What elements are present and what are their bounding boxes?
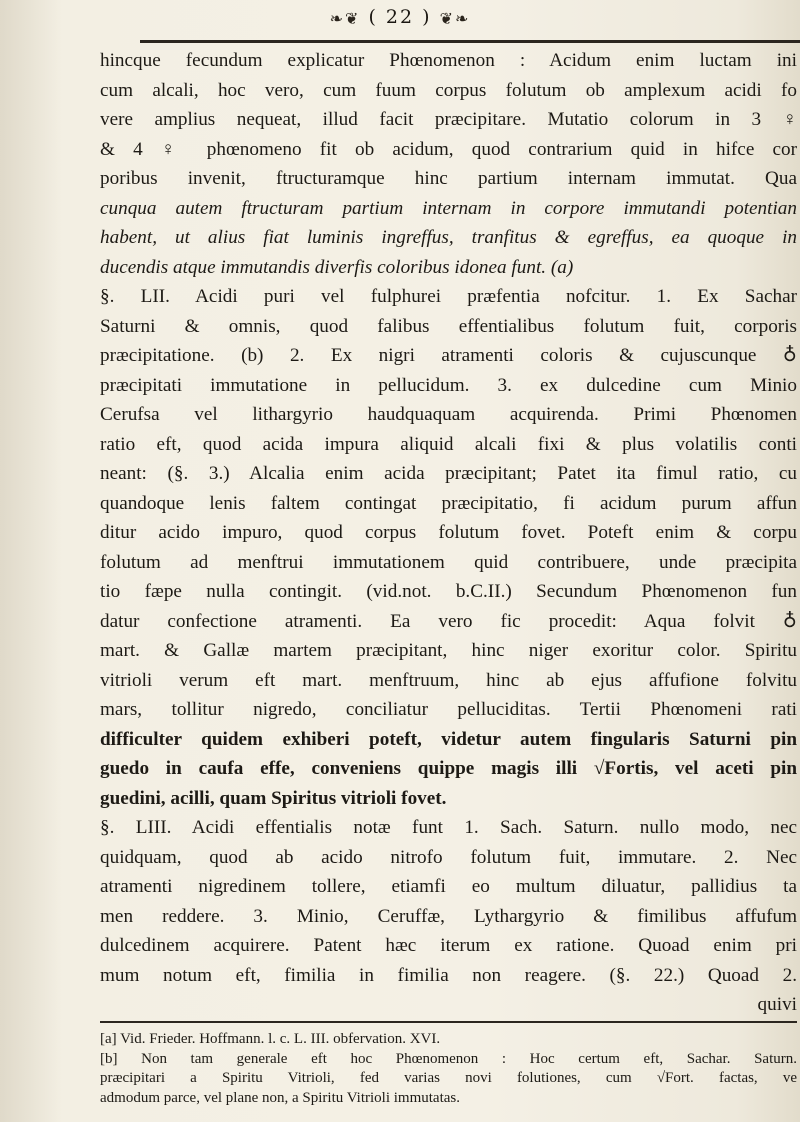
footnote-b-cont: præcipitari a Spiritu Vitrioli, fed varias novi folutiones, cum √Fort. factas, ve: [100, 1070, 797, 1086]
body-line: poribus invenit, ftructuramque hinc partium internam immutat. Qua: [100, 168, 797, 189]
body-line: guedo in caufa effe, conveniens quippe magis illi √Fortis, vel aceti pin: [100, 758, 797, 779]
footnote-a: [a] Vid. Frieder. Hoffmann. l. c. L. III. obfervation. XVI.: [100, 1031, 441, 1047]
body-line: quandoque lenis faltem contingat præcipitatio, fi acidum purum affun: [100, 492, 797, 514]
footnote-rule: [100, 1021, 797, 1023]
page-header: [0, 6, 800, 40]
body-line: & 4 ♀ phœnomeno fit ob acidum, quod contrarium quid in hifce cor: [100, 138, 797, 160]
body-text: [100, 46, 797, 1020]
body-line: mars, tollitur nigredo, conciliatur pelluciditas. Tertii Phœnomeni rati: [100, 699, 797, 720]
body-line: cum alcali, hoc vero, cum fuum corpus folutum ob amplexum acidi fo: [100, 79, 797, 101]
body-line: mart. & Gallæ martem præcipitant, hinc niger exoritur color. Spiritu: [100, 640, 797, 661]
footnote-b-cont: admodum parce, vel plane non, a Spiritu Vitrioli immutatas.: [100, 1089, 460, 1106]
body-line: præcipitatione. (b) 2. Ex nigri atramenti coloris & cujuscunque ♁: [100, 345, 797, 366]
body-line: dulcedinem acquirere. Patent hæc iterum ex ratione. Quoad enim pri: [100, 935, 797, 956]
body-line: vitrioli verum eft mart. menftruum, hinc ab ejus affufione folvitu: [100, 669, 797, 691]
body-line: guedini, acilli, quam Spiritus vitrioli fovet.: [100, 787, 447, 809]
body-line: mum notum eft, fimilia in fimilia non reagere. (§. 22.) Quoad 2.: [100, 964, 797, 986]
catchword: quivi: [757, 994, 797, 1015]
body-line: ducendis atque immutandis diverfis coloribus idonea funt. (a): [100, 256, 574, 278]
body-line: hincque fecundum explicatur Phœnomenon : Acidum enim luctam ini: [100, 50, 797, 71]
body-line: præcipitati immutatione in pellucidum. 3. ex dulcedine cum Minio: [100, 374, 797, 396]
body-line: neant: (§. 3.) Alcalia enim acida præcipitant; Patet ita fimul ratio, cu: [100, 463, 797, 484]
body-line: datur confectione atramenti. Ea vero fic procedit: Aqua folvit ♁: [100, 610, 797, 632]
page-gutter-shadow: [0, 0, 60, 1122]
body-line: tio fæpe nulla contingit. (vid.not. b.C.II.) Secundum Phœnomenon fun: [100, 581, 797, 602]
right-ornament: ❦❧: [439, 8, 471, 28]
body-line: ratio eft, quod acida impura aliquid alcali fixi & plus volatilis conti: [100, 433, 797, 455]
body-line: quidquam, quod ab acido nitrofo folutum fuit, immutare. 2. Nec: [100, 846, 797, 868]
body-line: cunqua autem ftructuram partium internam in corpore immutandi potentian: [100, 197, 797, 219]
footnotes: [100, 1030, 797, 1108]
section-53-start: §. LIII. Acidi effentialis notæ funt 1. Sach. Saturn. nullo modo, nec: [100, 817, 797, 838]
body-line: habent, ut alius fiat luminis ingreffus, tranfitus & egreffus, ea quoque in: [100, 227, 797, 248]
body-line: Cerufsa vel lithargyrio haudquaquam acquirenda. Primi Phœnomen: [100, 404, 797, 425]
body-line: men reddere. 3. Minio, Ceruffæ, Lythargyrio & fimilibus affufum: [100, 905, 797, 927]
body-line: vere amplius nequeat, illud facit præcipitare. Mutatio colorum in 3 ♀: [100, 109, 797, 130]
section-52-start: §. LII. Acidi puri vel fulphurei præfentia nofcitur. 1. Ex Sachar: [100, 286, 797, 307]
left-ornament: ❧❦: [329, 8, 361, 28]
page-number: ( 22 ): [368, 6, 432, 28]
body-line: folutum ad menftrui immutationem quid contribuere, unde præcipita: [100, 551, 797, 573]
body-line: Saturni & omnis, quod falibus effentialibus folutum fuit, corporis: [100, 315, 797, 337]
body-line: difficulter quidem exhiberi poteft, videtur autem fingularis Saturni pin: [100, 728, 797, 750]
body-line: atramenti nigredinem tollere, etiamfi eo multum diluatur, pallidius ta: [100, 876, 797, 897]
body-line: ditur acido impuro, quod corpus folutum fovet. Poteft enim & corpu: [100, 522, 797, 543]
footnote-b: [b] Non tam generale eft hoc Phœnomenon : Hoc certum eft, Sachar. Saturn.: [100, 1050, 797, 1067]
header-rule: [140, 40, 800, 43]
